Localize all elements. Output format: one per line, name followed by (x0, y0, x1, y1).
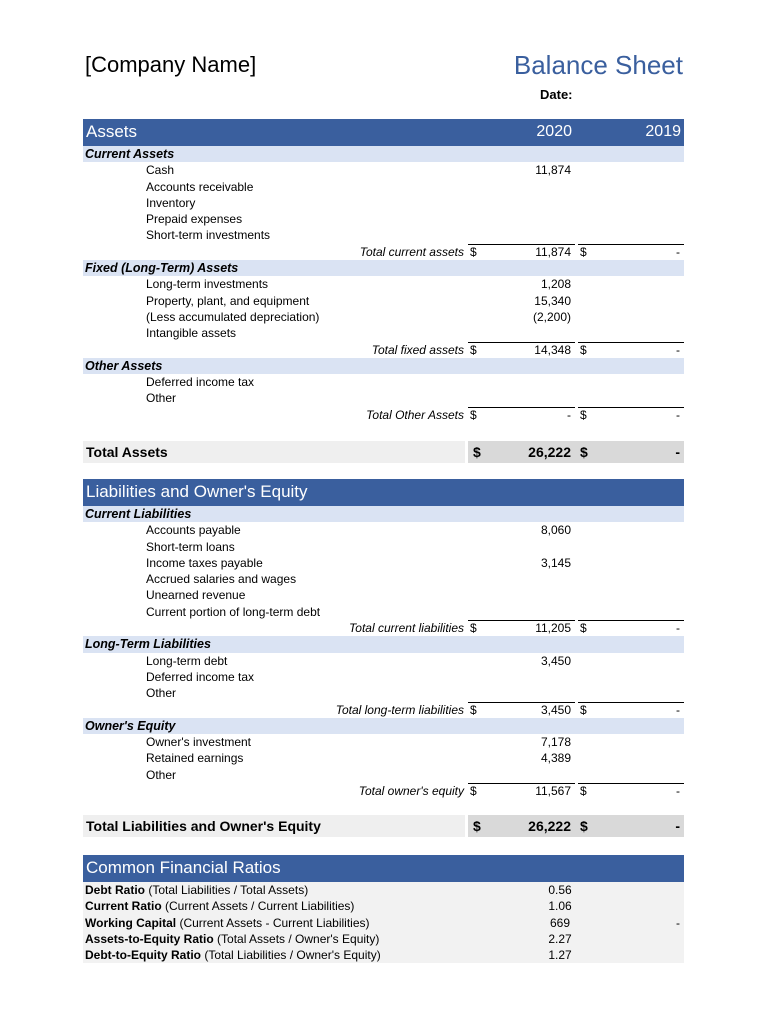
current-liabilities-subheader: Current Liabilities (83, 506, 684, 522)
ratio-row-debt-to-equity[interactable]: Debt-to-Equity Ratio (Total Liabilities / Owner's Equity) 1.27 (83, 947, 684, 963)
liabilities-title: Liabilities and Owner's Equity (86, 482, 308, 501)
line-item-long-term-investments[interactable]: Long-term investments 1,208 (146, 277, 571, 292)
total-current-liabilities-row: Total current liabilities $ 11,205 $ - (83, 620, 684, 636)
liabilities-header (83, 479, 684, 506)
fixed-assets-subheader: Fixed (Long-Term) Assets (83, 260, 684, 276)
line-item-prepaid-expenses[interactable]: Prepaid expenses (146, 212, 243, 227)
line-item-deferred-income-tax-liability[interactable]: Deferred income tax (146, 669, 255, 684)
ratio-row-working-capital[interactable]: Working Capital (Current Assets - Current Liabilities) 669 - (83, 915, 684, 931)
assets-header (83, 119, 684, 146)
line-item-cash[interactable]: Cash 11,874 (146, 163, 571, 178)
ratios-header (83, 855, 684, 882)
total-fixed-assets-row: Total fixed assets $ 14,348 $ - (83, 342, 684, 358)
year-2019-header: 2019 (645, 123, 681, 140)
date-label: Date: (540, 87, 573, 102)
line-item-short-term-loans[interactable]: Short-term loans (146, 539, 235, 554)
total-assets-row: Total Assets $ 26,222 $ - (83, 441, 684, 463)
assets-title: Assets (86, 122, 138, 141)
line-item-short-term-investments[interactable]: Short-term investments (146, 228, 271, 243)
total-long-term-liabilities-row: Total long-term liabilities $ 3,450 $ - (83, 702, 684, 718)
line-item-deferred-income-tax[interactable]: Deferred income tax (146, 375, 255, 390)
liabilities-section (83, 479, 684, 837)
line-item-long-term-debt[interactable]: Long-term debt 3,450 (146, 653, 571, 668)
document-title: Balance Sheet (513, 50, 683, 80)
line-item-owners-investment[interactable]: Owner's investment 7,178 (146, 735, 571, 750)
total-liabilities-equity-row: Total Liabilities and Owner's Equity $ 26,222 $ - (83, 815, 684, 837)
ratios-title: Common Financial Ratios (86, 858, 281, 877)
year-2020-header: 2020 (536, 123, 572, 140)
line-item-retained-earnings[interactable]: Retained earnings 4,389 (146, 751, 571, 766)
current-assets-subheader: Current Assets (83, 146, 684, 162)
line-item-accounts-receivable[interactable]: Accounts receivable (146, 179, 254, 194)
line-item-other-liability[interactable]: Other (146, 686, 177, 701)
total-owners-equity-row: Total owner's equity $ 11,567 $ - (83, 783, 684, 799)
line-item-accrued-salaries[interactable]: Accrued salaries and wages (146, 572, 297, 587)
line-item-income-taxes-payable[interactable]: Income taxes payable 3,145 (146, 555, 571, 570)
other-assets-subheader: Other Assets (83, 358, 684, 374)
owners-equity-subheader: Owner's Equity (83, 718, 684, 734)
company-name: [Company Name] (85, 52, 257, 77)
total-current-assets-row: Total current assets $ 11,874 $ - (83, 244, 684, 260)
line-item-property-plant-equipment[interactable]: Property, plant, and equipment 15,340 (146, 293, 571, 308)
line-item-accumulated-depreciation[interactable]: (Less accumulated depreciation) (2,200) (146, 309, 571, 324)
total-other-assets-row: Total Other Assets $ - $ - (83, 407, 684, 423)
line-item-intangible-assets[interactable]: Intangible assets (146, 326, 237, 341)
long-term-liabilities-subheader: Long-Term Liabilities (83, 636, 684, 652)
line-item-accounts-payable[interactable]: Accounts payable 8,060 (146, 523, 571, 538)
ratio-row-debt-ratio[interactable]: Debt Ratio (Total Liabilities / Total Assets) 0.56 (83, 882, 684, 898)
line-item-other-asset[interactable]: Other (146, 391, 177, 406)
line-item-current-portion-ltd[interactable]: Current portion of long-term debt (146, 604, 321, 619)
assets-section (83, 119, 684, 463)
ratio-row-current-ratio[interactable]: Current Ratio (Current Assets / Current Liabilities) 1.06 (83, 898, 684, 914)
line-item-other-equity[interactable]: Other (146, 767, 177, 782)
line-item-inventory[interactable]: Inventory (146, 195, 196, 210)
ratios-section (83, 855, 684, 963)
ratio-row-assets-to-equity[interactable]: Assets-to-Equity Ratio (Total Assets / Owner's Equity) 2.27 (83, 931, 684, 947)
line-item-unearned-revenue[interactable]: Unearned revenue (146, 588, 246, 603)
